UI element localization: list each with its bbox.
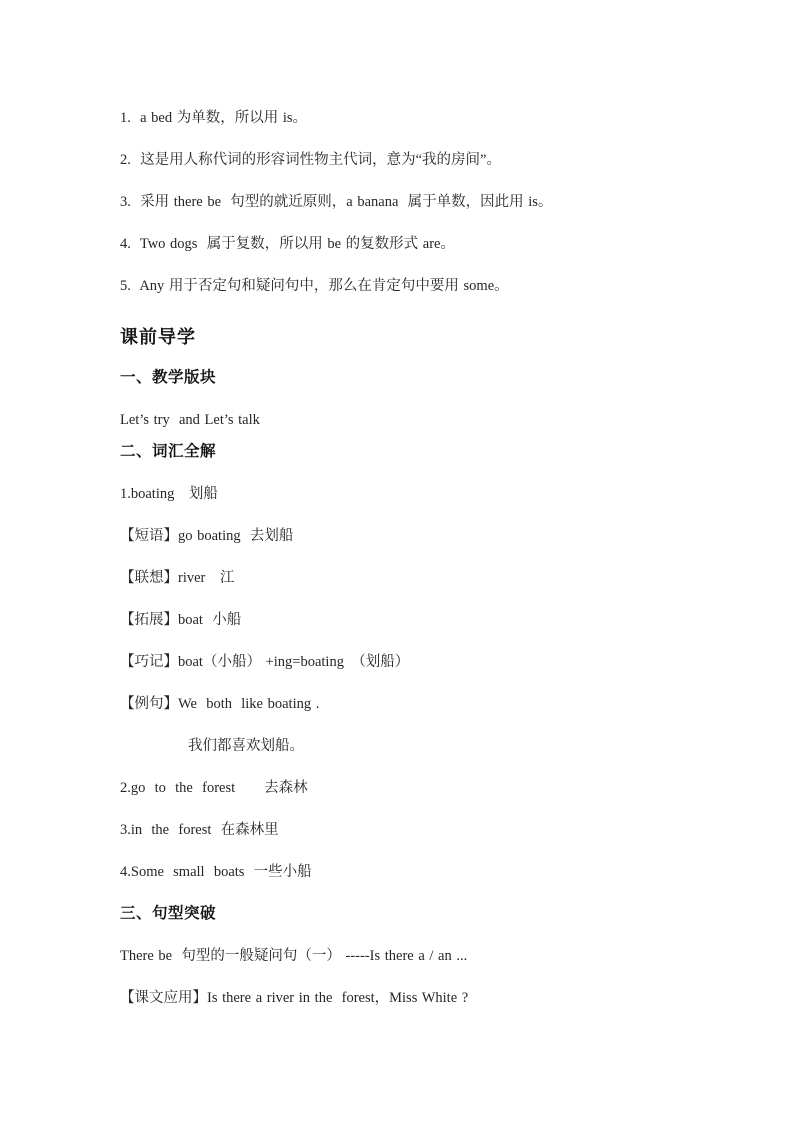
translation-line: 我们都喜欢划船。 xyxy=(188,738,304,754)
vocab-entry: 3.in the forest 在森林里 xyxy=(120,822,279,838)
section-heading-vocabulary: 二、词汇全解 xyxy=(120,443,217,460)
paragraph: There be 句型的一般疑问句（一） -----Is there a / an ... xyxy=(120,948,468,964)
vocab-entry: 4.Some small boats 一些小船 xyxy=(120,864,312,880)
vocab-entry: 1.boating 划船 xyxy=(120,486,218,502)
vocab-entry: 2.go to the forest 去森林 xyxy=(120,780,308,796)
vocab-extension: 【拓展】boat 小船 xyxy=(120,612,242,628)
text-application-line: 【课文应用】Is there a river in the forest，Miss White ? xyxy=(120,990,469,1006)
note-item: 4. Two dogs 属于复数，所以用 be 的复数形式 are。 xyxy=(120,236,455,252)
section-heading-teaching-module: 一、教学版块 xyxy=(120,369,217,386)
note-item: 5. Any 用于否定句和疑问句中，那么在肯定句中要用 some。 xyxy=(120,278,509,294)
vocab-mnemonic: 【巧记】boat（小船） +ing=boating （划船） xyxy=(120,654,410,670)
vocab-example-sentence: 【例句】We both like boating . xyxy=(120,696,320,712)
section-heading-sentence-pattern: 三、句型突破 xyxy=(120,905,217,922)
paragraph: Let’s try and Let’s talk xyxy=(120,412,260,428)
page-title: 课前导学 xyxy=(120,327,196,347)
note-item: 2. 这是用人称代词的形容词性物主代词，意为“我的房间”。 xyxy=(120,152,501,168)
note-item: 1. a bed 为单数，所以用 is。 xyxy=(120,110,308,126)
vocab-phrase: 【短语】go boating 去划船 xyxy=(120,528,294,544)
vocab-association: 【联想】river 江 xyxy=(120,570,235,586)
note-item: 3. 采用 there be 句型的就近原则，a banana 属于单数，因此用 is。 xyxy=(120,194,553,210)
